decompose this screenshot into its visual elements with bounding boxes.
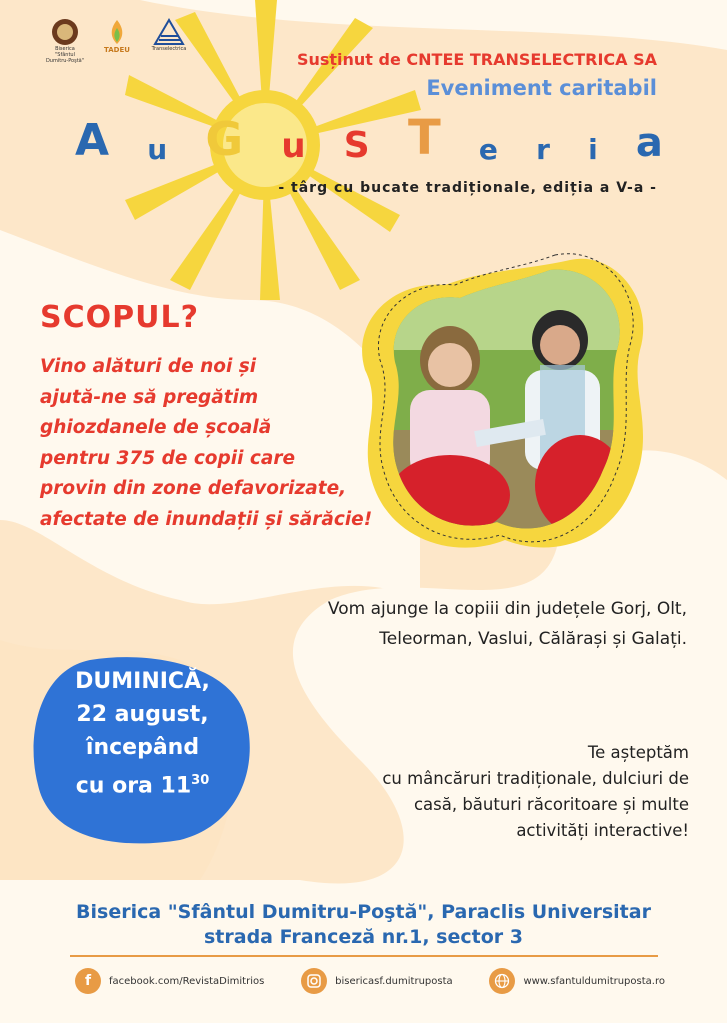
- event-type: Eveniment caritabil: [426, 76, 657, 100]
- facebook-link[interactable]: [75, 968, 264, 994]
- title-letter: G: [205, 112, 246, 166]
- transelectrica-logo: [149, 18, 189, 52]
- instagram-label: bisericasf.dumitruposta: [335, 975, 453, 987]
- footer-links: [75, 968, 665, 994]
- tadeu-logo-label: TADEU: [104, 46, 130, 54]
- tadeu-logo: [97, 18, 137, 54]
- church-logo: [45, 18, 85, 64]
- date-time: [30, 764, 255, 802]
- invite-line: Te așteptăm: [587, 743, 689, 762]
- photo-frame: [355, 240, 655, 580]
- counties-line: Vom ajunge la copiii din județele Gorj, Olt,: [327, 599, 687, 619]
- address-line-2: strada Franceză nr.1, sector 3: [203, 926, 523, 948]
- transelectrica-icon: [153, 18, 185, 46]
- purpose-line: pentru 375 de copii care: [40, 447, 295, 469]
- counties-line: Teleorman, Vaslui, Călărași și Galați.: [379, 629, 687, 649]
- title-letter: i: [588, 133, 600, 166]
- title-letter: A: [75, 115, 112, 166]
- logo-row: [45, 18, 189, 64]
- title-letter: r: [536, 133, 552, 166]
- purpose-line: provin din zone defavorizate,: [40, 478, 347, 499]
- invite-line: activități interactive!: [516, 821, 689, 840]
- footer-divider: [70, 955, 658, 957]
- purpose-line: afectate de inundații și sărăcie!: [40, 508, 373, 530]
- event-subtitle: - târg cu bucate tradiționale, ediția a V-a -: [278, 180, 657, 196]
- website-link[interactable]: [489, 968, 665, 994]
- address-line-1: Biserica "Sfântul Dumitru-Poştă", Paraclis Universitar: [76, 901, 651, 923]
- title-letter: u: [281, 126, 308, 166]
- purpose-text: [40, 352, 400, 535]
- instagram-link[interactable]: [301, 968, 453, 994]
- invite-line: cu mâncăruri tradiționale, dulciuri de: [382, 769, 689, 788]
- invite-text: [289, 740, 689, 844]
- website-label: www.sfantuldumitruposta.ro: [523, 975, 665, 987]
- invite-line: casă, băuturi răcoritoare și multe: [413, 795, 689, 814]
- globe-icon: [489, 968, 515, 994]
- counties-text: [267, 594, 687, 654]
- event-title: [75, 110, 665, 166]
- church-logo-label: Biserica "Sfântul Dumitru-Poştă": [45, 46, 85, 64]
- title-letter: a: [635, 120, 665, 166]
- transelectrica-logo-label: Transelectrica: [151, 46, 187, 52]
- title-letter: S: [343, 125, 372, 166]
- facebook-icon: f: [75, 968, 101, 994]
- title-letter: e: [478, 133, 500, 166]
- children-photo: [355, 240, 655, 580]
- date-date: 22 august,: [76, 702, 209, 727]
- facebook-label: facebook.com/RevistaDimitrios: [109, 975, 265, 987]
- flame-icon: [103, 18, 131, 46]
- church-seal-icon: [51, 18, 79, 46]
- event-address: [0, 900, 727, 950]
- title-letter: u: [147, 133, 170, 166]
- date-starting: începând: [85, 735, 200, 760]
- sponsor-text: Susținut de CNTEE TRANSELECTRICA SA: [296, 50, 657, 69]
- instagram-icon: [301, 968, 327, 994]
- purpose-heading: SCOPUL?: [40, 300, 199, 335]
- purpose-line: ghiozdanele de școală: [40, 417, 272, 438]
- purpose-line: ajută-ne să pregătim: [40, 386, 259, 408]
- date-time-minutes: 30: [191, 773, 210, 788]
- date-day: DUMINICĂ,: [75, 669, 210, 694]
- title-letter: T: [407, 110, 443, 166]
- date-time-hour: cu ora 11: [75, 773, 192, 799]
- event-date: [30, 665, 255, 802]
- purpose-line: Vino alături de noi și: [40, 356, 257, 377]
